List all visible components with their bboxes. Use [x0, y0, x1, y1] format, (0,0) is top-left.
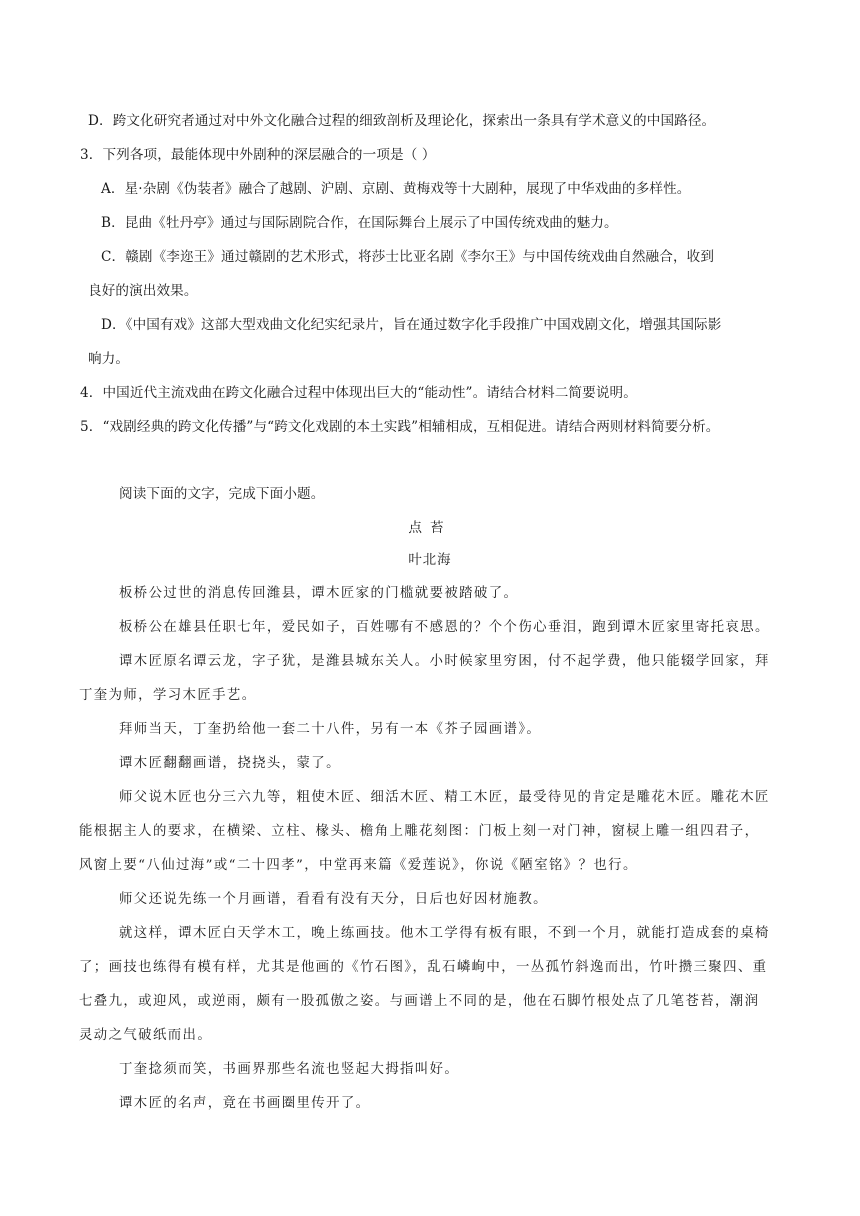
q2-option-d: D．跨文化研究者通过对中外文化融合过程的细致剖析及理论化，探索出一条具有学术意义的中国路径。 — [88, 113, 716, 129]
q5-stem: 5．“戏剧经典的跨文化传播”与“跨文化戏剧的本土实践”相辅相成，互相促进。请结合两则材料简要分析。 — [80, 419, 720, 435]
story-paragraph-cont: 了；画技也练得有模有样，尤其是他画的《竹石图》，乱石嶙峋中，一丛孤竹斜逸而出，竹叶攒三聚四、重 — [79, 960, 768, 975]
story-paragraph: 师父还说先练一个月画谱，看看有没有天分，日后也好因材施教。 — [119, 892, 548, 907]
story-paragraph: 丁奎捻须而笑，书画界那些名流也竖起大拇指叫好。 — [119, 1062, 460, 1077]
story-paragraph: 谭木匠原名谭云龙，字子犹，是潍县城东关人。小时候家里穷困，付不起学费，他只能辍学回家，拜 — [119, 654, 770, 669]
story-title: 点苔 — [408, 520, 452, 536]
q3-option-c: C．赣剧《李迩王》通过赣剧的艺术形式，将莎士比亚名剧《李尔王》与中国传统戏曲自然融合，收到 — [101, 249, 715, 265]
story-paragraph-cont: 七叠九，或迎风，或逆雨，颇有一股孤傲之姿。与画谱上不同的是，他在石脚竹根处点了几笔苍苔，潮润 — [79, 994, 760, 1009]
story-paragraph: 师父说木匠也分三六九等，粗使木匠、细活木匠、精工木匠，最受待见的肯定是雕花木匠。雕花木匠 — [119, 790, 770, 805]
story-paragraph-cont: 能根据主人的要求，在横梁、立柱、椽头、檐角上雕花刻图：门板上刻一对门神，窗棂上雕一组四君子， — [79, 824, 760, 839]
q3-option-d-cont: 响力。 — [88, 351, 130, 367]
story-paragraph-cont: 灵动之气破纸而出。 — [79, 1028, 213, 1043]
q3-stem: 3．下列各项，最能体现中外剧种的深层融合的一项是（ ） — [80, 147, 436, 163]
q3-option-c-cont: 良好的演出效果。 — [88, 283, 198, 299]
q3-option-b: B．昆曲《牡丹亭》通过与国际剧院合作，在国际舞台上展示了中国传统戏曲的魅力。 — [101, 215, 618, 231]
reading-instruction: 阅读下面的文字，完成下面小题。 — [119, 486, 325, 502]
q3-option-a: A．星·杂剧《伪装者》融合了越剧、沪剧、京剧、黄梅戏等十大剧种，展现了中华戏曲的多样性。 — [101, 181, 691, 197]
story-paragraph: 谭木匠翻翻画谱，挠挠头，蒙了。 — [119, 756, 341, 771]
story-paragraph: 就这样，谭木匠白天学木工，晚上练画技。他木工学得有板有眼，不到一个月，就能打造成套的桌椅 — [119, 926, 770, 941]
story-paragraph: 谭木匠的名声，竟在书画圈里传开了。 — [119, 1096, 371, 1111]
story-paragraph-cont: 风窗上要“八仙过海”或“二十四孝”，中堂再来篇《爱莲说》，你说《陋室铭》？也行。 — [79, 858, 638, 873]
story-paragraph: 板桥公过世的消息传回潍县，谭木匠家的门槛就要被踏破了。 — [119, 586, 519, 601]
story-paragraph: 拜师当天，丁奎扔给他一套二十八件，另有一本《芥子园画谱》。 — [119, 722, 542, 737]
q3-option-d: D．《中国有戏》这部大型戏曲文化纪实纪录片，旨在通过数字化手段推广中国戏剧文化，增强其国际影 — [101, 317, 722, 333]
story-author: 叶北海 — [408, 553, 452, 568]
story-paragraph-cont: 丁奎为师，学习木匠手艺。 — [79, 688, 257, 703]
q4-stem: 4．中国近代主流戏曲在跨文化融合过程中体现出巨大的“能动性”。请结合材料二简要说明。 — [80, 385, 637, 401]
story-paragraph: 板桥公在雄县任职七年，爱民如子，百姓哪有不感恩的？个个伤心垂泪，跑到谭木匠家里寄托哀思。 — [119, 620, 770, 635]
